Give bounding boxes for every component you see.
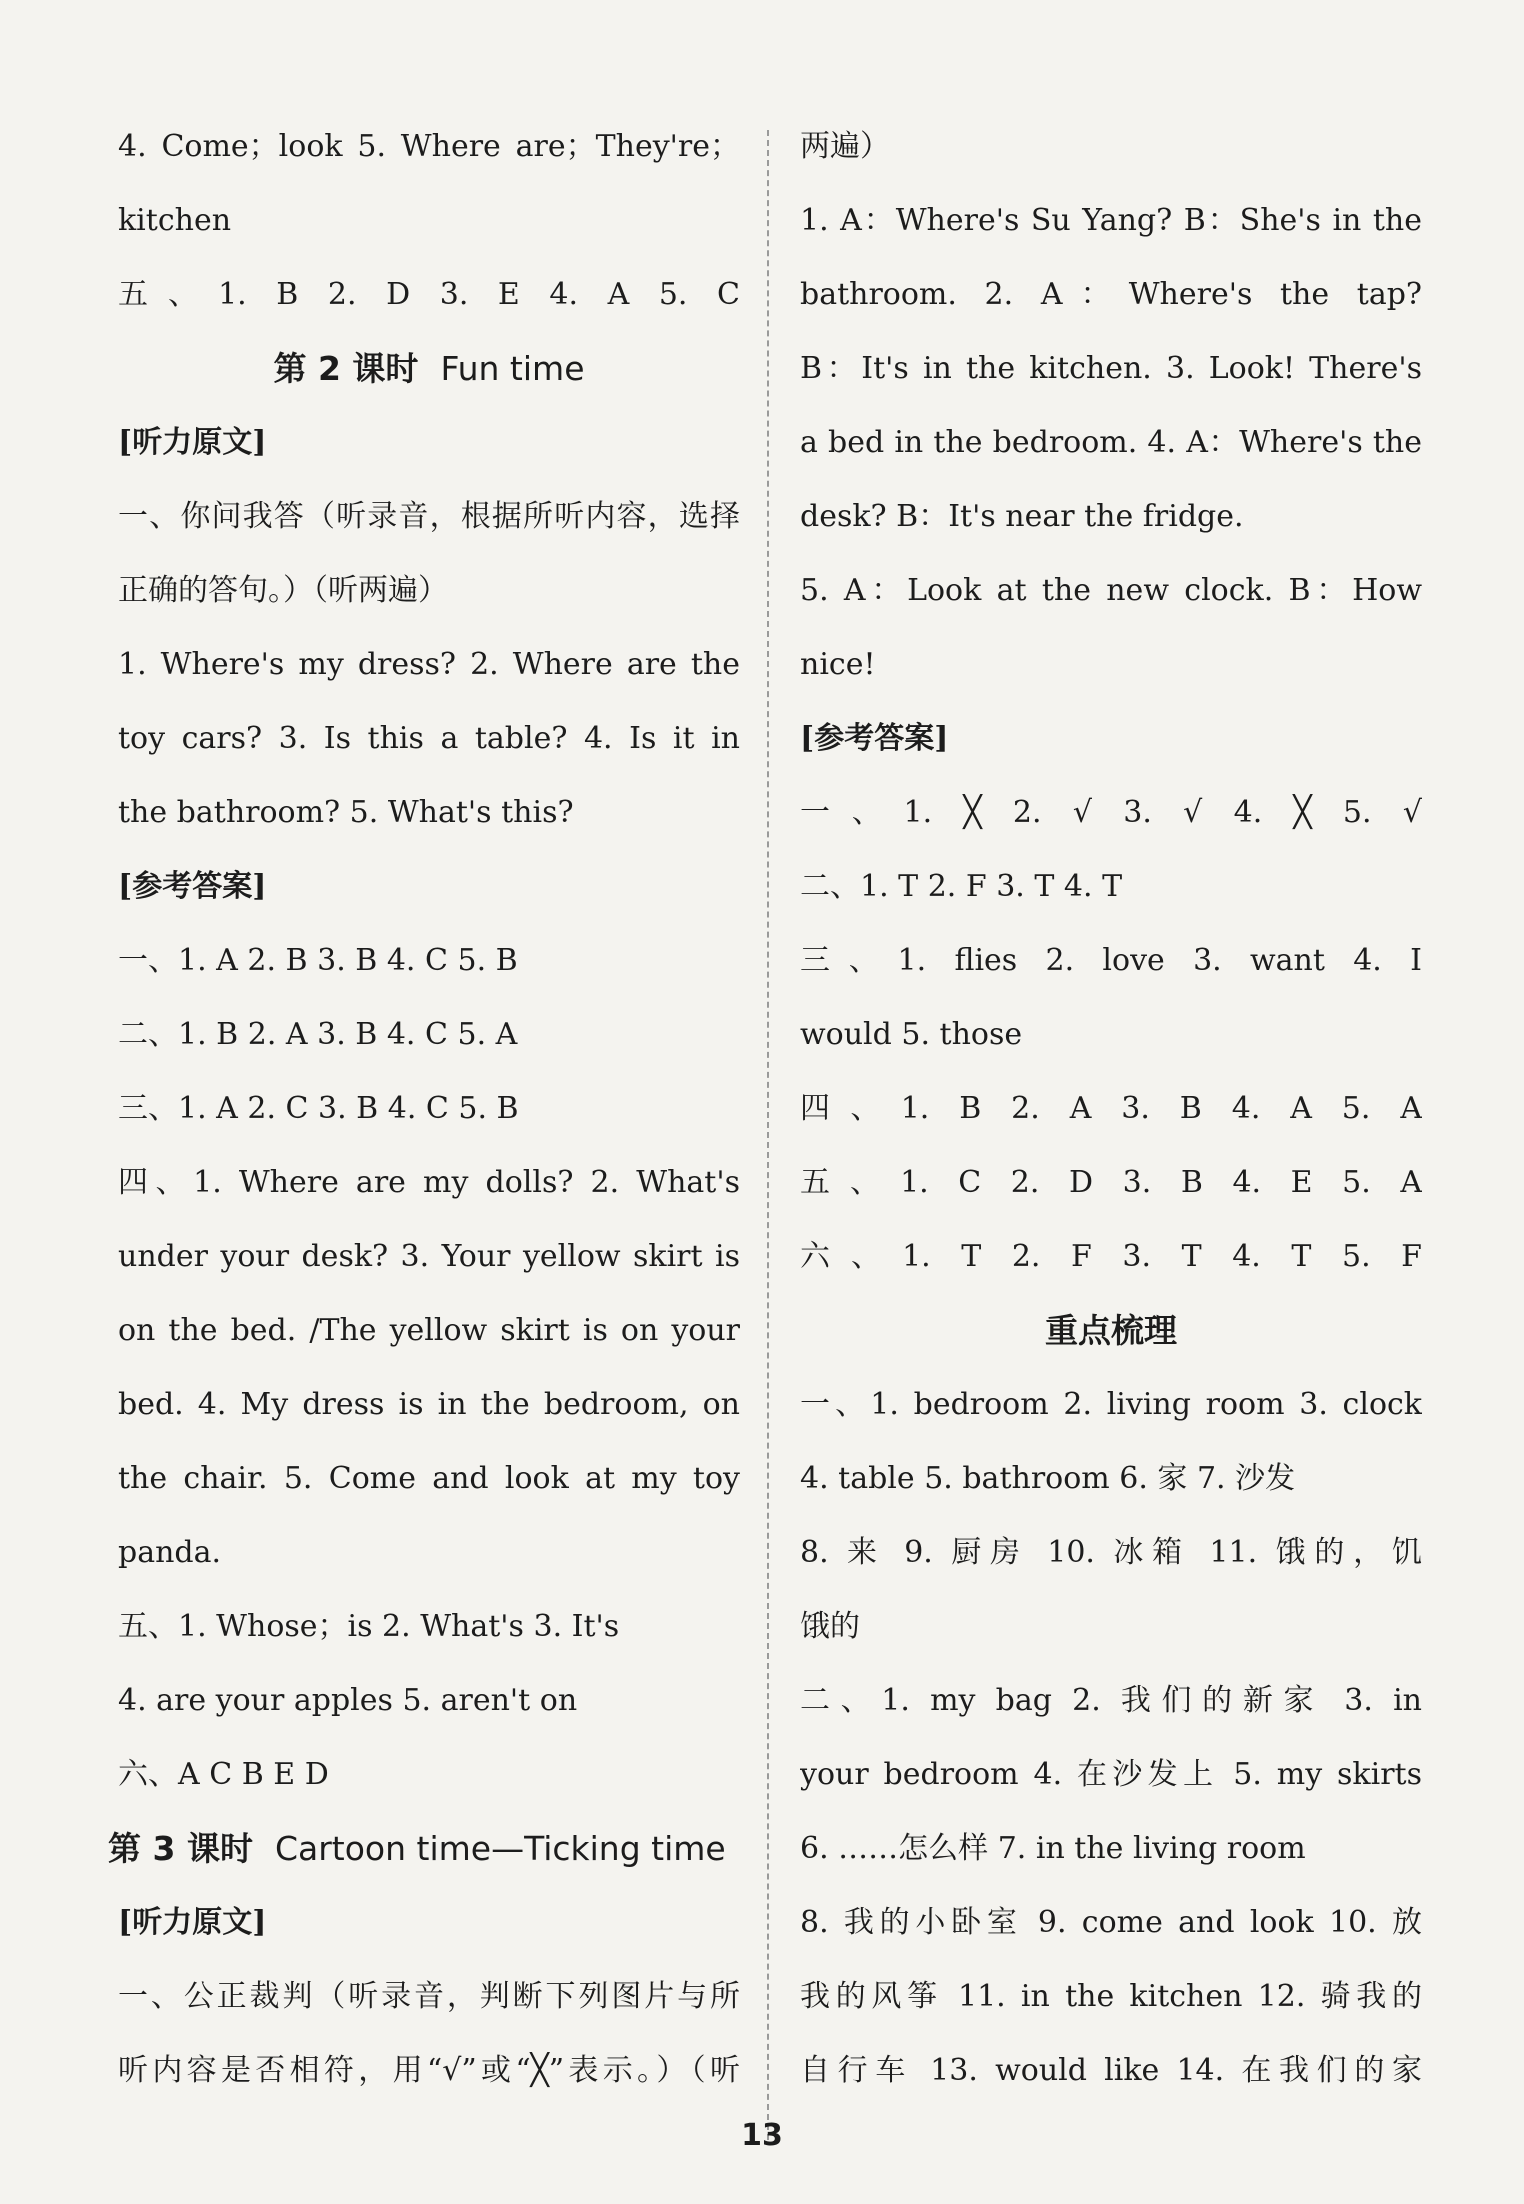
text-line: B：It's in the kitchen. 3. Look! There's <box>800 351 1422 386</box>
section-heading <box>800 1294 1422 1368</box>
text-line: 一、你问我答（听录音，根据所听内容，选择 <box>118 499 740 534</box>
text-line: panda. <box>118 1535 222 1570</box>
text-line: under your desk? 3. Your yellow skirt is <box>118 1239 740 1274</box>
text-line: 4. table 5. bathroom 6. 家 7. 沙发 <box>800 1461 1296 1496</box>
text-line: 六、A C B E D <box>118 1757 329 1792</box>
text-line: on the bed. /The yellow skirt is on your <box>118 1313 740 1348</box>
text-line: 五、1. Whose；is 2. What's 3. It's <box>118 1609 620 1644</box>
text-line: 1. Where's my dress? 2. Where are the <box>118 647 740 682</box>
left-column <box>108 110 740 2108</box>
text-line: 四、1. Where are my dolls? 2. What's <box>118 1165 740 1200</box>
text-line: 8. 我的小卧室 9. come and look 10. 放 <box>800 1905 1422 1940</box>
text-line: nice! <box>800 647 876 682</box>
text-line: desk? B：It's near the fridge. <box>800 499 1244 534</box>
text-line: 一、1. A 2. B 3. B 4. C 5. B <box>118 943 518 978</box>
text-line: 一、1. bedroom 2. living room 3. clock <box>800 1387 1422 1422</box>
text-line: 5. A：Look at the new clock. B：How <box>800 573 1422 608</box>
section-heading-title: 第 3 课时 <box>108 1829 253 1868</box>
text-line: bed. 4. My dress is in the bedroom, on <box>118 1387 740 1422</box>
text-line: a bed in the bedroom. 4. A：Where's the <box>800 425 1422 460</box>
text-line: kitchen <box>118 203 232 238</box>
text-line: 正确的答句。）（听两遍） <box>118 573 448 608</box>
subsection-label: [听力原文] <box>118 1905 267 1940</box>
text-line: 六、1. T 2. F 3. T 4. T 5. F <box>800 1239 1422 1274</box>
text-line: 8. 来 9. 厨房 10. 冰箱 11. 饿的，饥 <box>800 1535 1422 1570</box>
text-line: 4. Come；look 5. Where are；They're； <box>118 129 740 164</box>
text-line: 二、1. T 2. F 3. T 4. T <box>800 869 1123 904</box>
text-line: 听内容是否相符，用“√”或“╳”表示。）（听 <box>118 2053 740 2088</box>
text-line: bathroom. 2. A：Where's the tap? <box>800 277 1422 312</box>
text-line: 三、1. A 2. C 3. B 4. C 5. B <box>118 1091 519 1126</box>
section-heading <box>108 1812 740 1886</box>
text-line: 五、1. C 2. D 3. B 4. E 5. A <box>800 1165 1422 1200</box>
text-line: 6. ……怎么样 7. in the living room <box>800 1831 1306 1866</box>
text-line: toy cars? 3. Is this a table? 4. Is it in <box>118 721 740 756</box>
text-line: your bedroom 4. 在沙发上 5. my skirts <box>800 1757 1422 1792</box>
text-line: 自行车 13. would like 14. 在我们的家 <box>800 2053 1422 2088</box>
text-line: the chair. 5. Come and look at my toy <box>118 1461 740 1496</box>
text-line: 三、1. flies 2. love 3. want 4. I <box>800 943 1422 978</box>
section-heading-title: 第 2 课时 <box>273 349 419 388</box>
text-line: 二、1. B 2. A 3. B 4. C 5. A <box>118 1017 518 1052</box>
text-line: the bathroom? 5. What's this? <box>118 795 574 830</box>
text-line: 四、1. B 2. A 3. B 4. A 5. A <box>800 1091 1422 1126</box>
text-line: 4. are your apples 5. aren't on <box>118 1683 578 1718</box>
text-line: would 5. those <box>800 1017 1023 1052</box>
text-line: 两遍） <box>800 129 890 164</box>
subsection-label: [参考答案] <box>118 869 267 904</box>
text-line: 我的风筝 11. in the kitchen 12. 骑我的 <box>800 1979 1422 2014</box>
section-heading-subtitle: Cartoon time—Ticking time <box>274 1829 726 1868</box>
text-line: 1. A：Where's Su Yang? B：She's in the <box>800 203 1422 238</box>
section-heading <box>118 332 740 406</box>
text-line: 五、1. B 2. D 3. E 4. A 5. C <box>118 277 740 312</box>
subsection-label: [听力原文] <box>118 425 267 460</box>
text-line: 饿的 <box>800 1609 860 1644</box>
subsection-label: [参考答案] <box>800 721 949 756</box>
text-line: 一、1. ╳ 2. √ 3. √ 4. ╳ 5. √ <box>800 795 1422 830</box>
text-line: 二、1. my bag 2. 我们的新家 3. in <box>800 1683 1422 1718</box>
section-heading-subtitle: Fun time <box>440 349 585 388</box>
right-column <box>800 110 1422 2108</box>
page-number: 13 <box>741 2118 783 2153</box>
column-divider <box>767 130 769 2140</box>
section-heading-title: 重点梳理 <box>1045 1311 1177 1350</box>
text-line: 一、公正裁判（听录音，判断下列图片与所 <box>118 1979 740 2014</box>
